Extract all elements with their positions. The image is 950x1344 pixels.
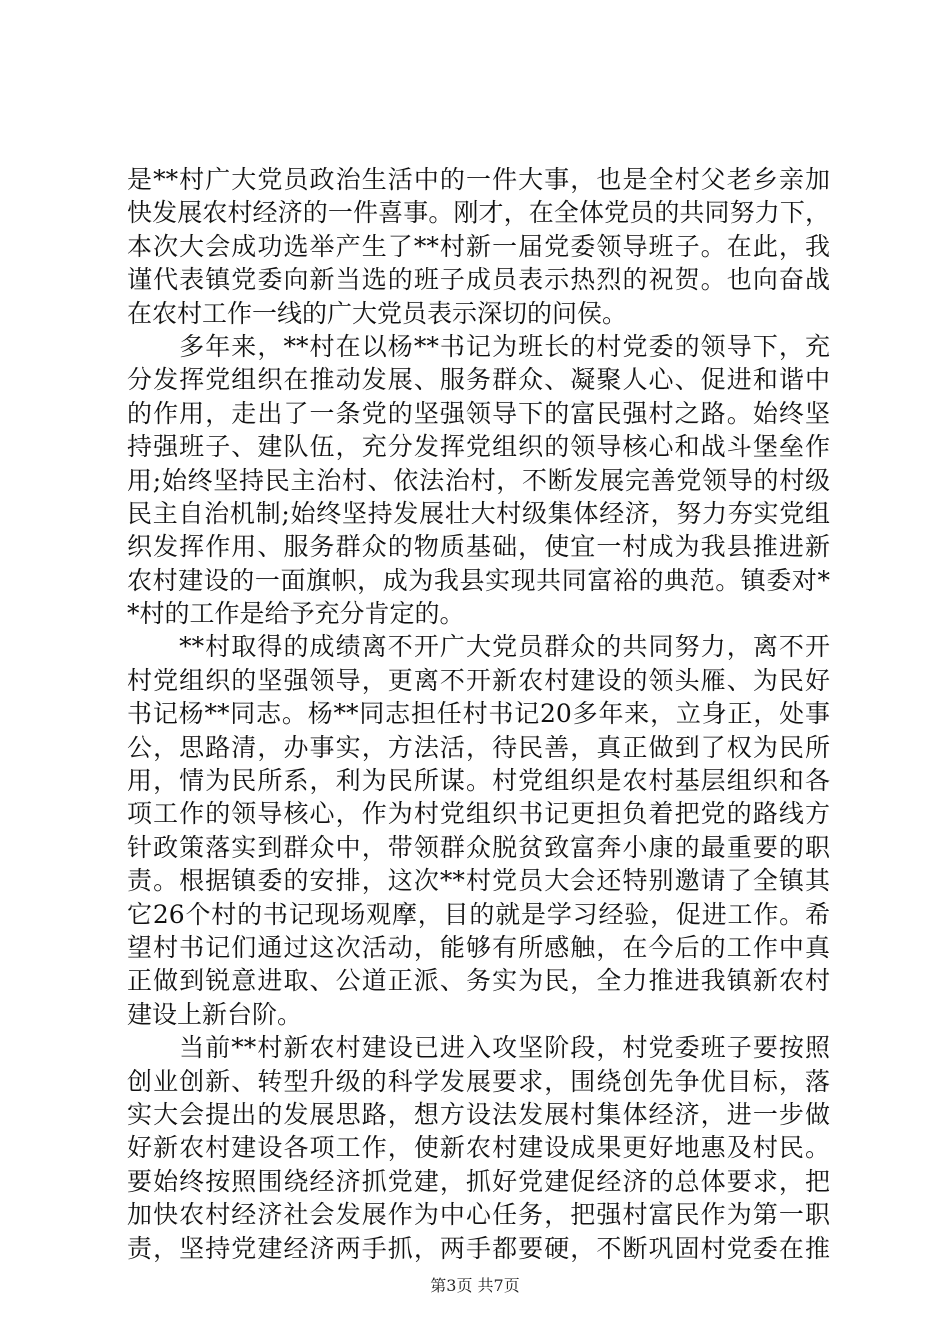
text-line: 建设上新台阶。 <box>127 999 303 1029</box>
text-line: 当前**村新农村建设已进入攻坚阶段，村党委班子要按照 <box>127 1033 830 1063</box>
text-line: 持强班子、建队伍，充分发挥党组织的领导核心和战斗堡垒作 <box>127 432 830 462</box>
text-line: 正做到锐意进取、公道正派、务实为民，全力推进我镇新农村 <box>127 966 830 996</box>
text-line: 创业创新、转型升级的科学发展要求，围绕创先争优目标，落 <box>127 1066 830 1096</box>
text-line: 要始终按照围绕经济抓党建，抓好党建促经济的总体要求，把 <box>127 1166 830 1196</box>
text-line: 公，思路清，办事实，方法活，待民善，真正做到了权为民所 <box>127 732 830 762</box>
text-line: 针政策落实到群众中，带领群众脱贫致富奔小康的最重要的职 <box>127 832 830 862</box>
text-line: 的作用，走出了一条党的坚强领导下的富民强村之路。始终坚 <box>127 398 830 428</box>
text-line: 本次大会成功选举产生了**村新一届党委领导班子。在此，我 <box>127 231 830 261</box>
text-line: 是**村广大党员政治生活中的一件大事，也是全村父老乡亲加 <box>127 165 830 194</box>
text-line: 农村建设的一面旗帜，成为我县实现共同富裕的典范。镇委对* <box>127 565 830 595</box>
text-line: 责，坚持党建经济两手抓，两手都要硬，不断巩固村党委在推 <box>127 1233 830 1263</box>
text-line: 多年来，**村在以杨**书记为班长的村党委的领导下，充 <box>127 331 830 361</box>
text-line: 好新农村建设各项工作，使新农村建设成果更好地惠及村民。 <box>127 1133 830 1163</box>
text-line: 快发展农村经济的一件喜事。刚才，在全体党员的共同努力下， <box>127 198 830 228</box>
text-line: 加快农村经济社会发展作为中心任务，把强村富民作为第一职 <box>127 1200 830 1230</box>
text-line: 望村书记们通过这次活动，能够有所感触，在今后的工作中真 <box>127 932 830 962</box>
text-line: 书记杨**同志。杨**同志担任村书记20多年来，立身正，处事 <box>127 699 830 729</box>
text-line: **村取得的成绩离不开广大党员群众的共同努力，离不开 <box>127 632 830 662</box>
text-line: 项工作的领导核心，作为村党组织书记更担负着把党的路线方 <box>127 799 830 829</box>
page-footer: 第3页 共7页 <box>430 1276 520 1295</box>
text-line: 用;始终坚持民主治村、依法治村，不断发展完善党领导的村级 <box>127 465 830 495</box>
text-line: 实大会提出的发展思路，想方设法发展村集体经济，进一步做 <box>127 1099 830 1129</box>
text-line: 谨代表镇党委向新当选的班子成员表示热烈的祝贺。也向奋战 <box>127 265 830 295</box>
text-line: 织发挥作用、服务群众的物质基础，使宜一村成为我县推进新 <box>127 532 830 562</box>
text-line: 它26个村的书记现场观摩，目的就是学习经验，促进工作。希 <box>127 899 830 929</box>
text-line: *村的工作是给予充分肯定的。 <box>127 599 465 629</box>
document-body <box>127 163 830 1265</box>
text-line: 责。根据镇委的安排，这次**村党员大会还特别邀请了全镇其 <box>127 866 830 896</box>
text-line: 用，情为民所系，利为民所谋。村党组织是农村基层组织和各 <box>127 766 830 796</box>
text-line: 分发挥党组织在推动发展、服务群众、凝聚人心、促进和谐中 <box>127 365 830 395</box>
text-line: 民主自治机制;始终坚持发展壮大村级集体经济，努力夯实党组 <box>127 498 830 528</box>
text-line: 在农村工作一线的广大党员表示深切的问侯。 <box>127 298 628 328</box>
text-line: 村党组织的坚强领导，更离不开新农村建设的领头雁、为民好 <box>127 665 830 695</box>
